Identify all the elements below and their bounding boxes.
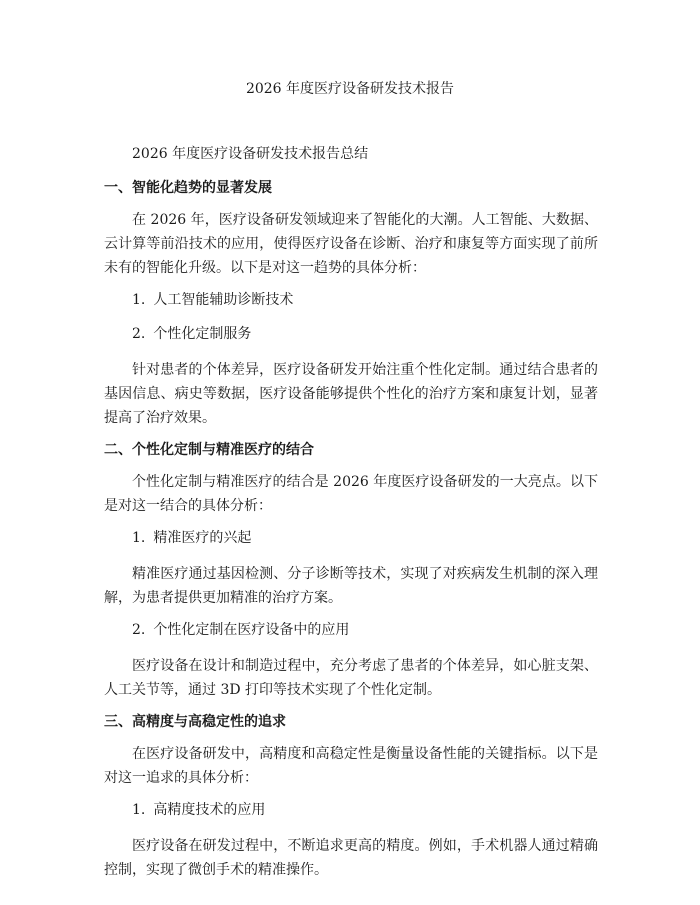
section-precision [104,712,598,882]
list-item-text: 精准医疗通过基因检测、分子诊断等技术，实现了对疾病发生机制的深入理解，为患者提供更加精准的治疗方案。 [104,566,598,606]
list-item [104,620,598,640]
list-item [104,528,598,548]
list-item-label: 高精度技术的应用 [153,802,266,818]
section-heading: 二、个性化定制与精准医疗的结合 [104,442,314,458]
document-body [104,144,598,892]
section-intelligence [104,178,598,430]
list-item-label: 人工智能辅助诊断技术 [153,292,294,308]
section-intro: 在医疗设备研发中，高精度和高稳定性是衡量设备性能的关键指标。以下是对这一追求的具体分析： [104,746,598,786]
document-title: 2026 年度医疗设备研发技术报告 [245,81,455,97]
list-item-number: 2. [132,622,146,638]
list-item [104,290,598,310]
list-item-label: 个性化定制服务 [153,326,252,342]
list-item-number: 1. [132,292,146,308]
list-item [104,324,598,344]
list-item-label: 精准医疗的兴起 [153,530,252,546]
list-item-text: 医疗设备在设计和制造过程中，充分考虑了患者的个体差异，如心脏支架、人工关节等，通过 3D 打印等技术实现了个性化定制。 [104,658,598,698]
section-intro: 个性化定制与精准医疗的结合是 2026 年度医疗设备研发的一大亮点。以下是对这一结合的具体分析： [104,474,598,514]
list-item [104,800,598,820]
section-heading: 三、高精度与高稳定性的追求 [104,714,286,730]
list-item-number: 2. [132,326,146,342]
list-item-text: 医疗设备在研发过程中，不断追求更高的精度。例如，手术机器人通过精确控制，实现了微创手术的精准操作。 [104,838,598,878]
section-personalization [104,440,598,702]
list-item-number: 1. [132,802,146,818]
list-item-number: 1. [132,530,146,546]
list-item-text: 针对患者的个体差异，医疗设备研发开始注重个性化定制。通过结合患者的基因信息、病史等数据，医疗设备能够提供个性化的治疗方案和康复计划，显著提高了治疗效果。 [104,362,598,426]
section-intro: 在 2026 年，医疗设备研发领域迎来了智能化的大潮。人工智能、大数据、云计算等前沿技术的应用，使得医疗设备在诊断、治疗和康复等方面实现了前所未有的智能化升级。以下是对这一趋势的具体分析： [104,212,598,276]
list-item-label: 个性化定制在医疗设备中的应用 [153,622,350,638]
section-heading: 一、智能化趋势的显著发展 [104,180,272,196]
document-subtitle: 2026 年度医疗设备研发技术报告总结 [132,146,369,162]
